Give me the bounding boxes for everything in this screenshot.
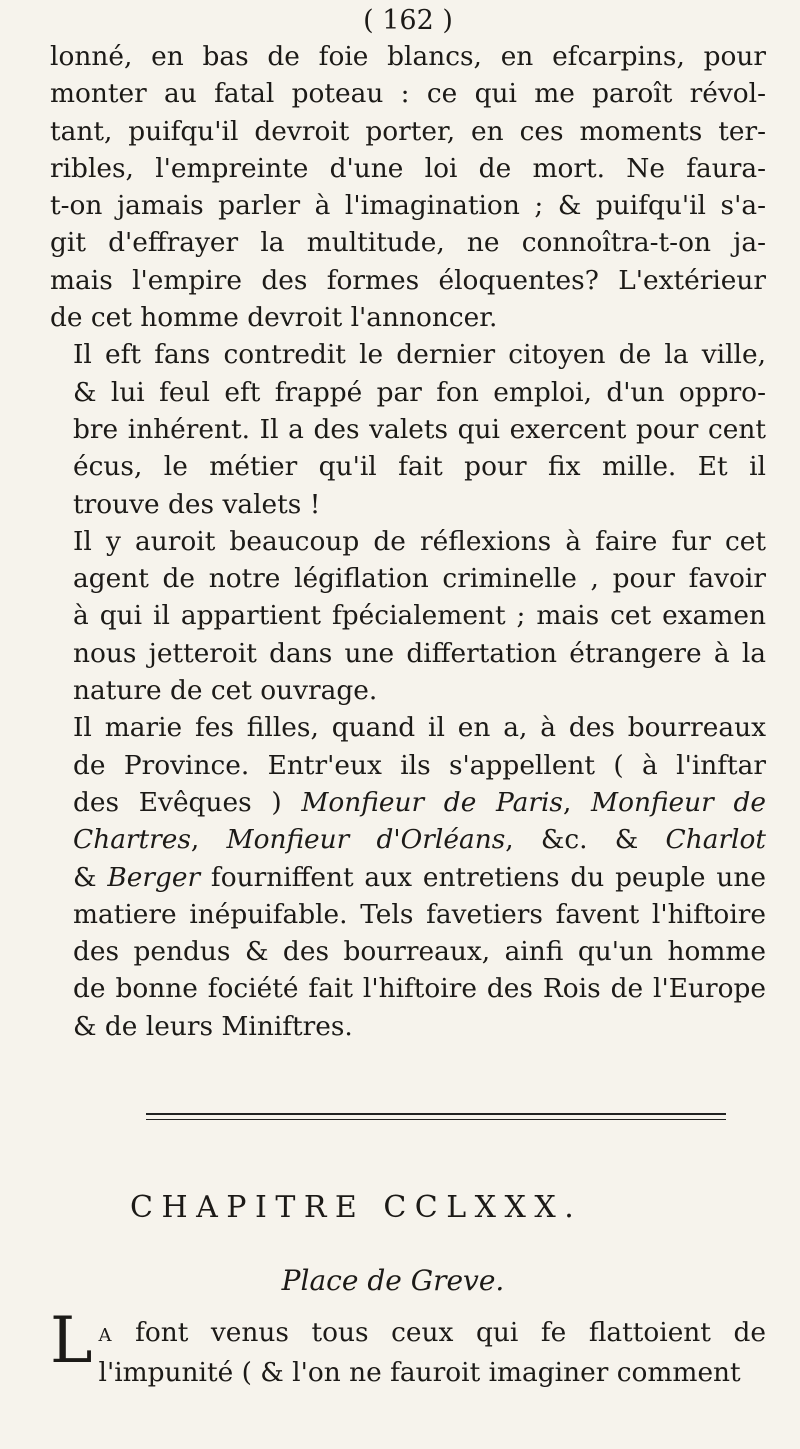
chapter-title: Place de Greve. [281,1264,505,1298]
italic-name: Berger [107,861,201,893]
text-line [50,747,766,784]
text-line: écus, le métier qu'il fait pour fix mille. Et il [73,451,766,483]
text-segment: Il marie fes filles, quand il en a, à des bourreaux [73,712,766,744]
text-line: nous jetteroit dans une differtation étrangere à la [73,637,766,669]
paragraph [50,523,766,709]
text-segment: , &c. & [505,824,666,856]
chapter-opening-text [50,1304,766,1392]
text-line: git d'effrayer la multitude, ne connoîtra-t-on ja- [50,227,766,259]
paragraph [50,38,766,336]
text-line: t-on jamais parler à l'imagination ; & puifqu'il s'a- [50,190,766,222]
text-line: monter au fatal poteau : ce qui me paroît révol- [50,78,766,110]
text-segment: de bonne fociété fait l'hiftoire des Rois de l'Europe [73,973,766,1005]
text-line [50,784,766,821]
text-line: de cet homme devroit l'annoncer. [50,302,498,334]
text-line: ribles, l'empreinte d'une loi de mort. Ne faura- [50,152,766,184]
text-line: agent de notre légiflation criminelle , pour favoir [73,563,766,595]
text-line: Il y auroit beaucoup de réflexions à faire fur cet [73,525,766,557]
text-line: lonné, en bas de foie blancs, en efcarpins, pour [50,41,766,72]
italic-name: Monfieur d'Orléans [226,824,506,856]
text-line: tant, puifqu'il devroit porter, en ces moments ter- [50,115,766,147]
text-segment: matiere inépuifable. Tels favetiers favent l'hiftoire [73,898,766,930]
text-line: Il eft fans contredit le dernier citoyen de la ville, [73,339,766,371]
text-segment: de Province. Entr'eux ils s'appellent ( à l'inftar [73,749,766,781]
chapter-divider-rule [146,1113,726,1120]
text-line: à qui il appartient fpécialement ; mais cet examen [73,600,766,632]
text-line [50,933,766,970]
italic-name: Charlot [665,824,766,856]
drop-cap-letter: L [50,1304,93,1379]
text-line [50,1008,766,1045]
text-segment: des Evêques ) [73,786,302,818]
text-line: nature de cet ouvrage. [73,675,378,707]
text-line [50,896,766,933]
text-line: trouve des valets ! [73,488,321,520]
text-line [50,709,766,746]
italic-name: Monfieur de [591,786,767,818]
text-line [50,970,766,1007]
text-line: & lui feul eft frappé par fon emploi, d'un oppro- [73,376,766,408]
text-segment: & de leurs Miniftres. [73,1010,353,1042]
text-line [50,821,766,858]
text-segment: & [73,861,108,893]
small-caps-letter: A [98,1325,113,1347]
text-segment: , [190,824,227,856]
text-segment: fourniffent aux entretiens du peuple une [200,861,766,893]
text-line: bre inhérent. Il a des valets qui exercent pour cent [73,413,766,445]
text-line [50,1314,766,1354]
text-line: l'impunité ( & l'on ne fauroit imaginer comment [98,1357,741,1389]
text-line: mais l'empire des formes éloquentes? L'extérieur [50,264,766,296]
italic-name: Monfieur de Paris [301,786,563,818]
page-number-header: ( 162 ) [363,5,453,36]
chapter-heading: CHAPITRE CCLXXX. [130,1190,583,1226]
paragraph [50,709,766,1045]
body-text [50,38,766,1045]
text-line [50,859,766,896]
text-segment: , [562,786,592,818]
paragraph [50,336,766,522]
text-line-rest: font venus tous ceux qui fe flattoient de [112,1317,766,1349]
text-segment: des pendus & des bourreaux, ainfi qu'un homme [73,936,766,968]
italic-name: Chartres [73,824,191,856]
